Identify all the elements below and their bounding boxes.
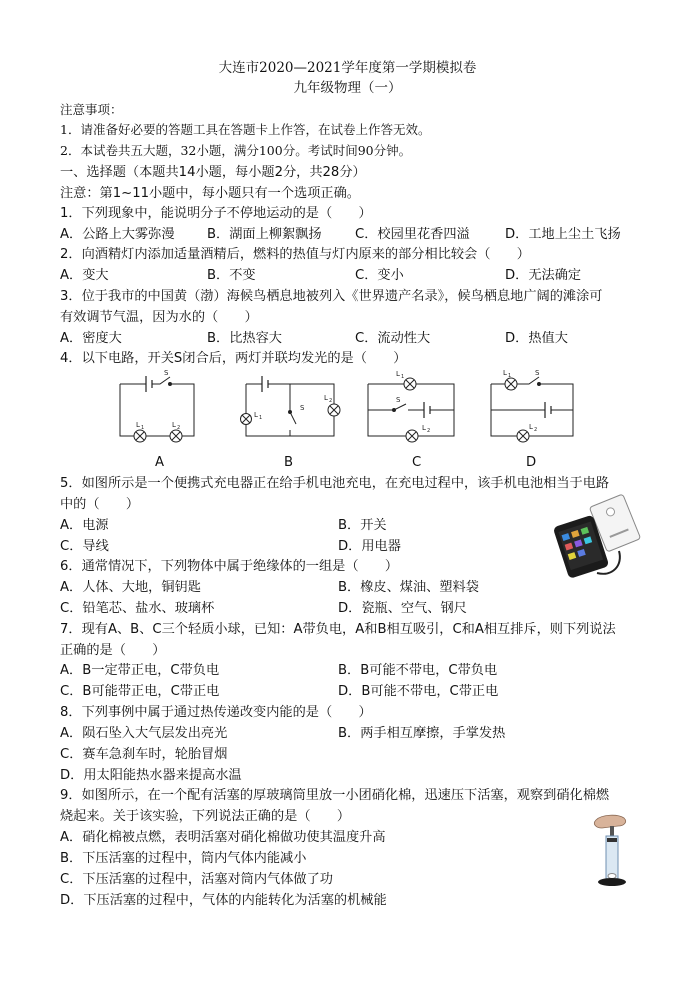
q8-option-c: C．赛车急刹车时，轮胎冒烟 (60, 747, 228, 762)
q6-option-a: A．人体、大地，铜钥匙 (60, 580, 201, 595)
q8-option-a: A．陨石坠入大气层发出亮光 (60, 726, 228, 741)
q6-option-b: B．橡皮、煤油、塑料袋 (338, 580, 479, 595)
q9-option-c: C．下压活塞的过程中，活塞对筒内气体做了功 (60, 872, 333, 887)
q7-option-c: C．B可能带正电，C带正电 (60, 684, 220, 699)
q4-stem: 4．以下电路，开关S闭合后，两灯并联均发光的是（ ） (60, 351, 407, 366)
q5-stem-line2: 中的（ ） (60, 497, 140, 512)
q3-option-b: B．比热容大 (207, 331, 282, 346)
circuit-label-b: B (284, 455, 294, 470)
lamp-label: L (529, 423, 533, 431)
lamp-sub: 1 (259, 415, 263, 421)
phone-charger-image (553, 493, 643, 583)
lamp-label: L (136, 421, 140, 429)
lamp-label: L (324, 394, 328, 402)
q5-option-b: B．开关 (338, 518, 387, 533)
q9-option-a: A．硝化棉被点燃，表明活塞对硝化棉做功使其温度升高 (60, 830, 386, 845)
q1-option-d: D．工地上尘土飞扬 (505, 227, 621, 242)
q2-stem: 2．向酒精灯内添加适量酒精后，燃料的热值与灯内原来的部分相比较会（ ） (60, 247, 530, 262)
q1-option-a: A．公路上大雾弥漫 (60, 227, 175, 242)
q9-option-b: B．下压活塞的过程中，筒内气体内能减小 (60, 851, 307, 866)
q3-stem-line2: 有效调节气温，因为水的（ ） (60, 310, 258, 325)
q8-stem: 8．下列事例中属于通过热传递改变内能的是（ ） (60, 705, 372, 720)
section-note: 注意：第1~11小题中，每小题只有一个选项正确。 (60, 186, 360, 201)
q3-option-d: D．热值大 (505, 331, 568, 346)
q2-option-c: C．变小 (355, 268, 404, 283)
circuit-diagram-d (489, 369, 577, 444)
lamp-sub: 1 (141, 425, 145, 431)
q9-stem-line1: 9．如图所示，在一个配有活塞的厚玻璃筒里放一小团硝化棉，迅速压下活塞，观察到硝化棉燃 (60, 788, 610, 803)
q3-stem-line1: 3．位于我市的中国黄（渤）海候鸟栖息地被列入《世界遗产名录》，候鸟栖息地广阔的滩涂可 (60, 289, 603, 304)
switch-label: S (300, 404, 305, 412)
q6-stem: 6．通常情况下，下列物体中属于绝缘体的一组是（ ） (60, 559, 399, 574)
piston-cylinder-image (588, 814, 638, 888)
section-heading: 一、选择题（本题共14小题，每小题2分，共28分） (60, 165, 366, 180)
q9-option-d: D．下压活塞的过程中，气体的内能转化为活塞的机械能 (60, 893, 387, 908)
lamp-label: L (396, 370, 400, 378)
q5-option-c: C．导线 (60, 539, 109, 554)
q1-stem: 1．下列现象中，能说明分子不停地运动的是（ ） (60, 206, 372, 221)
q2-option-a: A．变大 (60, 268, 109, 283)
switch-label: S (535, 369, 540, 377)
notice-item-2: 2．本试卷共五大题，32小题，满分100分。考试时间90分钟。 (60, 143, 412, 158)
circuit-diagram-b (244, 372, 340, 444)
q7-option-d: D．B可能不带电，C带正电 (338, 684, 499, 699)
q6-option-c: C．铅笔芯、盐水、玻璃杯 (60, 601, 215, 616)
switch-label: S (164, 369, 169, 377)
lamp-label: L (254, 411, 258, 419)
q7-stem-line1: 7．现有A、B、C三个轻质小球，已知：A带负电，A和B相互吸引，C和A相互排斥，则下列说法 (60, 622, 616, 637)
notice-item-1: 1．请准备好必要的答题工具在答题卡上作答，在试卷上作答无效。 (60, 122, 431, 137)
lamp-label: L (503, 369, 507, 377)
lamp-sub: 2 (329, 398, 333, 404)
q8-option-b: B．两手相互摩擦，手掌发热 (338, 726, 506, 741)
q3-option-c: C．流动性大 (355, 331, 431, 346)
q1-option-b: B．湖面上柳絮飘扬 (207, 227, 322, 242)
q7-option-a: A．B一定带正电，C带负电 (60, 663, 220, 678)
q3-option-a: A．密度大 (60, 331, 122, 346)
q7-option-b: B．B可能不带电，C带负电 (338, 663, 498, 678)
lamp-label: L (172, 421, 176, 429)
exam-subtitle: 九年级物理（一） (293, 80, 402, 96)
q9-stem-line2: 烧起来。关于该实验，下列说法正确的是（ ） (60, 809, 351, 824)
q1-option-c: C．校园里花香四溢 (355, 227, 470, 242)
lamp-label: L (422, 424, 426, 432)
q5-option-a: A．电源 (60, 518, 109, 533)
circuit-diagram-a (118, 369, 198, 444)
q6-option-d: D．瓷瓶、空气、钢尺 (338, 601, 467, 616)
q2-option-d: D．无法确定 (505, 268, 582, 283)
q5-option-d: D．用电器 (338, 539, 401, 554)
lamp-sub: 1 (401, 374, 405, 380)
lamp-sub: 1 (508, 373, 512, 379)
circuit-label-a: A (155, 455, 165, 470)
circuit-diagram-c (366, 372, 458, 444)
q8-option-d: D．用太阳能热水器来提高水温 (60, 768, 242, 783)
switch-label: S (396, 396, 401, 404)
lamp-sub: 2 (534, 427, 538, 433)
exam-title: 大连市2020—2021学年度第一学期模拟卷 (218, 60, 477, 76)
lamp-sub: 2 (177, 425, 181, 431)
lamp-sub: 2 (427, 428, 431, 434)
circuit-label-c: C (412, 455, 422, 470)
q7-stem-line2: 正确的是（ ） (60, 643, 166, 658)
q5-stem-line1: 5．如图所示是一个便携式充电器正在给手机电池充电，在充电过程中，该手机电池相当于电路 (60, 476, 610, 491)
q2-option-b: B．不变 (207, 268, 256, 283)
notice-heading: 注意事项： (60, 102, 123, 117)
circuit-label-d: D (526, 455, 537, 470)
